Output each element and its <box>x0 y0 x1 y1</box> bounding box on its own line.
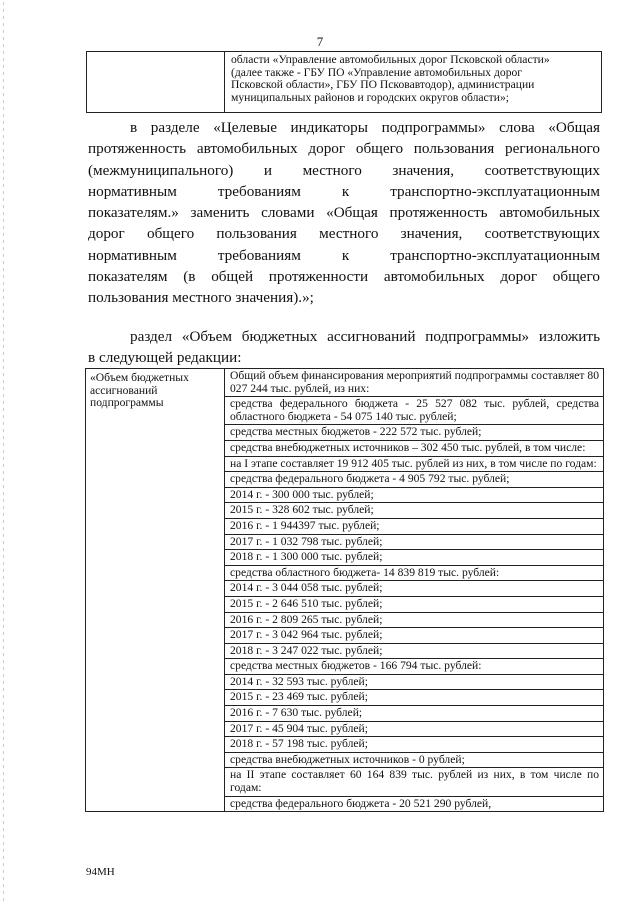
funding-row: 2015 г. - 23 469 тыс. рублей; <box>225 690 603 706</box>
funding-table-content-cell <box>225 369 604 812</box>
paragraph-line: пользования местного значения).»; <box>88 289 314 307</box>
funding-row: средства федерального бюджета - 25 527 082 тыс. рублей, средства областного бюджета - 54 075 140 тыс. рублей; <box>225 397 603 425</box>
funding-label-line: ассигнований <box>90 383 158 397</box>
funding-table <box>85 368 604 812</box>
funding-table-label-cell <box>86 369 225 812</box>
paragraph-line: показателям (в общей протяженности автомобильных дорог общего <box>88 268 600 286</box>
funding-row: 2018 г. - 3 247 022 тыс. рублей; <box>225 644 603 660</box>
funding-row: 2017 г. - 45 904 тыс. рублей; <box>225 722 603 738</box>
funding-row: средства местных бюджетов - 166 794 тыс. рублей: <box>225 659 603 675</box>
funding-row: 2018 г. - 1 300 000 тыс. рублей; <box>225 550 603 566</box>
funding-row: 2014 г. - 300 000 тыс. рублей; <box>225 488 603 504</box>
paragraph-line: в следующей редакции: <box>88 349 242 367</box>
continuation-line: Псковской области», ГБУ ПО Псковавтодор), администрации <box>231 78 535 92</box>
paragraph-budget-section <box>88 326 600 369</box>
funding-row: 2017 г. - 3 042 964 тыс. рублей; <box>225 628 603 644</box>
funding-row: средства внебюджетных источников – 302 450 тыс. рублей, в том числе: <box>225 441 603 457</box>
funding-label-line: «Объем бюджетных <box>90 371 189 384</box>
funding-row: 2016 г. - 1 944397 тыс. рублей; <box>225 519 603 535</box>
paragraph-line: протяженность автомобильных дорог общего пользования регионального <box>88 140 600 158</box>
paragraph-line: показателям.» заменить словами «Общая протяженность автомобильных <box>88 204 600 222</box>
funding-row: 2014 г. - 3 044 058 тыс. рублей; <box>225 581 603 597</box>
funding-row: средства федерального бюджета - 20 521 290 рублей, <box>230 796 492 810</box>
paragraph-line: в разделе «Целевые индикаторы подпрограммы» слова «Общая <box>130 119 600 136</box>
continuation-line: области «Управление автомобильных дорог Псковской области» <box>231 53 550 66</box>
funding-row: 2015 г. - 2 646 510 тыс. рублей; <box>225 597 603 613</box>
document-code: 94МН <box>86 866 115 878</box>
continuation-table-left-cell <box>87 52 225 113</box>
continuation-table-right-cell <box>225 52 602 113</box>
funding-row: на II этапе составляет 60 164 839 тыс. рублей из них, в том числе по годам: <box>225 768 603 796</box>
funding-row: средства местных бюджетов - 222 572 тыс. рублей; <box>225 425 603 441</box>
funding-row: 2017 г. - 1 032 798 тыс. рублей; <box>225 535 603 551</box>
scan-edge-dots <box>2 0 5 905</box>
funding-row: 2018 г. - 57 198 тыс. рублей; <box>225 737 603 753</box>
paragraph-line: дорог общего пользования местного значения, соответствующих <box>88 225 600 243</box>
paragraph-target-indicators <box>88 117 600 309</box>
funding-row: средства внебюджетных источников - 0 рублей; <box>225 753 603 769</box>
funding-row: 2015 г. - 328 602 тыс. рублей; <box>225 503 603 519</box>
continuation-table <box>86 51 602 113</box>
paragraph-line: (межмуниципального) и местного значения, соответствующих <box>88 161 600 179</box>
funding-row: 2016 г. - 2 809 265 тыс. рублей; <box>225 613 603 629</box>
paragraph-line: нормативным требованиям к транспортно-эксплуатационным <box>88 246 600 264</box>
funding-row: 2014 г. - 32 593 тыс. рублей; <box>225 675 603 691</box>
funding-row: средства областного бюджета- 14 839 819 тыс. рублей: <box>225 566 603 582</box>
paragraph-line: раздел «Объем бюджетных ассигнований подпрограммы» изложить <box>130 328 600 345</box>
continuation-line: муниципальных районов и городских округов области»; <box>231 90 509 104</box>
paragraph-line: нормативным требованиям к транспортно-эксплуатационным <box>88 182 600 200</box>
continuation-line: (далее также - ГБУ ПО «Управление автомобильных дорог <box>231 65 523 79</box>
funding-row: Общий объем финансирования мероприятий подпрограммы составляет 80 027 244 тыс. рублей, из них: <box>225 369 603 397</box>
funding-row: на I этапе составляет 19 912 405 тыс. рублей из них, в том числе по годам: <box>225 457 603 473</box>
funding-row: 2016 г. - 7 630 тыс. рублей; <box>225 706 603 722</box>
page-number: 7 <box>316 34 324 49</box>
funding-label-line: подпрограммы <box>90 396 164 410</box>
funding-row: средства федерального бюджета - 4 905 792 тыс. рублей; <box>225 472 603 488</box>
